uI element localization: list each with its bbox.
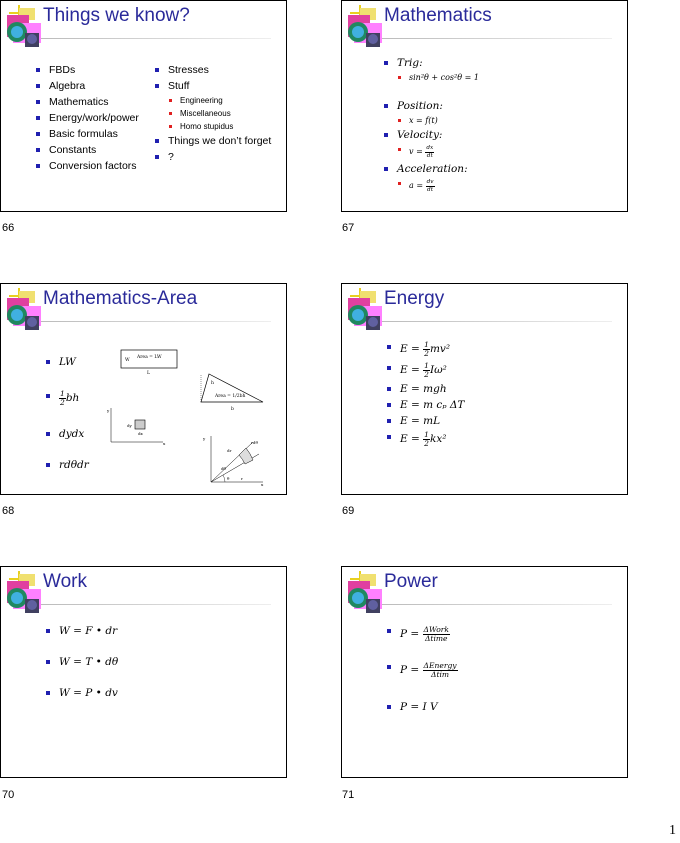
power-formula: P = I V — [386, 699, 438, 715]
svg-text:y: y — [107, 408, 110, 413]
logo-icon — [5, 571, 45, 615]
list-item: Position: — [383, 98, 479, 114]
title-divider — [41, 321, 271, 322]
energy-formula: E = mgh — [386, 381, 464, 397]
sub-list-item: Miscellaneous — [168, 107, 271, 120]
svg-text:h: h — [211, 381, 214, 386]
list-item: Velocity: — [383, 127, 479, 143]
title-divider — [41, 38, 271, 39]
energy-formula: E = m cₚ ΔT — [386, 397, 464, 413]
velocity-lhs: v = — [409, 147, 423, 156]
svg-text:W: W — [125, 358, 130, 363]
sub-list-item: Engineering — [168, 94, 271, 107]
svg-text:dθ: dθ — [221, 466, 226, 471]
list-item: Constants — [35, 142, 139, 158]
power-formula: P = $\frac{\text{ΔWork}}{\text{Δtime}}$ — [386, 623, 450, 645]
slide-number: 67 — [342, 222, 355, 234]
slide-title: Mathematics-Area — [43, 288, 198, 309]
svg-text:rdθ: rdθ — [251, 440, 258, 445]
slide-title: Things we know? — [43, 5, 190, 26]
list-item: Conversion factors — [35, 158, 139, 174]
svg-text:dy: dy — [127, 423, 132, 428]
svg-text:Area = LW: Area = LW — [137, 355, 162, 360]
energy-formula: E = $\frac{1}{2}$ kx² — [386, 429, 464, 450]
work-formula: W = P • dv — [45, 685, 118, 701]
trig-formula: sin²θ + cos²θ = 1 — [397, 71, 479, 84]
svg-text:r: r — [241, 476, 243, 481]
slide-title: Power — [384, 571, 438, 592]
energy-formula: E = mL — [386, 413, 464, 429]
slide-title: Mathematics — [384, 5, 492, 26]
half-fraction: $\frac{1}{2}$ — [60, 388, 65, 407]
triangle-area-diagram — [197, 370, 269, 412]
right-bullet-list — [154, 62, 271, 165]
list-item: LW — [45, 354, 76, 370]
list-item: Basic formulas — [35, 126, 139, 142]
svg-text:dx: dx — [138, 431, 143, 436]
list-item: Mathematics — [35, 94, 139, 110]
logo-icon — [346, 571, 386, 615]
velocity-fraction: $\frac{dx}{dt}$ — [426, 145, 434, 159]
list-item: Stuff — [154, 78, 271, 94]
slide-66 — [0, 0, 287, 212]
slide-71 — [341, 566, 628, 778]
logo-icon — [5, 288, 45, 332]
slide-title: Energy — [384, 288, 445, 309]
title-divider — [41, 604, 271, 605]
list-item: Energy/work/power — [35, 110, 139, 126]
slide-67 — [341, 0, 628, 212]
bullet-list — [383, 55, 479, 195]
list-item: $\frac{1}{2}$ bh — [45, 388, 79, 408]
power-formula: P = $\frac{\text{ΔEnergy}}{\text{Δtim}}$ — [386, 659, 458, 681]
acceleration-fraction: $\frac{dv}{dt}$ — [426, 179, 434, 193]
sub-list-item: Homo stupidus — [168, 120, 271, 133]
slide-70 — [0, 566, 287, 778]
left-bullet-list — [35, 62, 139, 174]
list-item: Algebra — [35, 78, 139, 94]
svg-text:L: L — [147, 371, 150, 376]
list-item: dydx — [45, 426, 84, 442]
slide-number: 66 — [2, 222, 15, 234]
list-item: Stresses — [154, 62, 271, 78]
energy-formula: E = $\frac{1}{2}$ mv² — [386, 339, 464, 360]
list-item: ? — [154, 149, 271, 165]
list-item: FBDs — [35, 62, 139, 78]
svg-text:Area = 1/2bh: Area = 1/2bh — [215, 394, 246, 399]
title-divider — [382, 321, 612, 322]
energy-formula: E = $\frac{1}{2}$ Iω² — [386, 360, 464, 381]
list-item: rdθdr — [45, 457, 89, 473]
slide-number: 70 — [2, 789, 15, 801]
work-formula: W = T • dθ — [45, 654, 118, 670]
slide-title: Work — [43, 571, 87, 592]
rectangle-area-diagram — [115, 346, 181, 376]
logo-icon — [346, 5, 386, 49]
page-number: 1 — [669, 823, 676, 838]
list-item: Things we don’t forget — [154, 133, 271, 149]
slide-69 — [341, 283, 628, 495]
acceleration-lhs: a = — [409, 181, 424, 190]
polar-area-diagram — [201, 432, 267, 488]
dydx-area-diagram — [105, 404, 167, 446]
work-formula: W = F • dr — [45, 623, 117, 639]
acceleration-formula — [397, 177, 479, 195]
bullet-list — [386, 339, 464, 450]
svg-text:x: x — [261, 482, 264, 487]
svg-text:dr: dr — [227, 448, 232, 453]
list-item: Acceleration: — [383, 161, 479, 177]
title-divider — [382, 604, 612, 605]
logo-icon — [5, 5, 45, 49]
slide-number: 68 — [2, 505, 15, 517]
svg-text:x: x — [163, 441, 166, 446]
slide-number: 69 — [342, 505, 355, 517]
list-item: Trig: — [383, 55, 479, 71]
svg-text:b: b — [231, 407, 234, 412]
slide-number: 71 — [342, 789, 355, 801]
svg-text:y: y — [203, 436, 206, 441]
slide-68 — [0, 283, 287, 495]
velocity-formula — [397, 143, 479, 161]
position-formula: x = f(t) — [397, 114, 479, 127]
svg-text:θ: θ — [227, 476, 230, 481]
title-divider — [382, 38, 612, 39]
logo-icon — [346, 288, 386, 332]
